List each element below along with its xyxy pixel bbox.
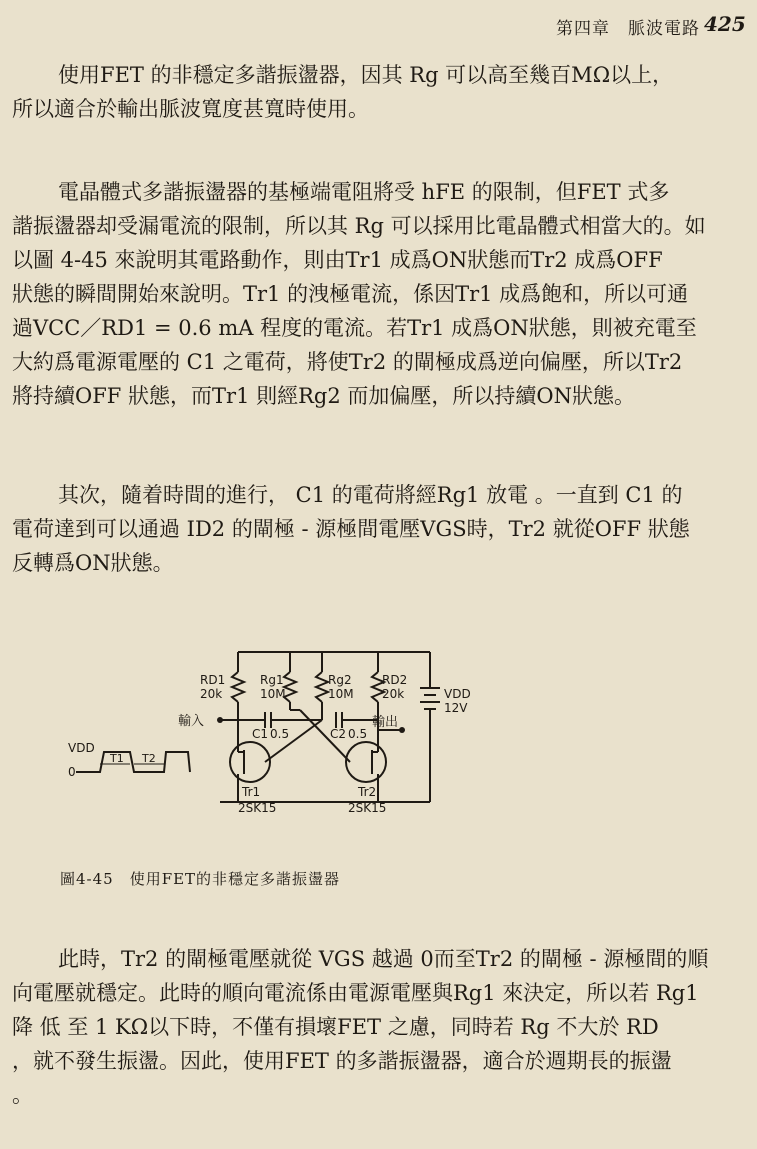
output-terminal [399,727,405,733]
rg2-value: 10M [328,687,354,701]
tr1-part: 2SK15 [238,801,277,815]
text-line: 其次，隨着時間的進行， C1 的電荷將經Rg1 放電 。一直到 C1 的 [58,483,683,507]
text-line: 大約爲電源電壓的 C1 之電荷，將使Tr2 的閘極成爲逆向偏壓，所以Tr2 [12,350,683,374]
text-line: 所以適合於輸出脈波寬度甚寬時使用。 [12,97,369,121]
wave-zero-label: 0 [68,765,76,779]
output-label: 輸出 [372,715,399,730]
text-line: ，就不發生振盪。因此，使用FET 的多諧振盪器，適合於週期長的振盪 [12,1049,672,1073]
input-terminal [217,717,223,723]
text-line: 以圖 4-45 來說明其電路動作，則由Tr1 成爲ON狀態而Tr2 成爲OFF [12,248,663,272]
wave-vdd-label: VDD [68,741,95,755]
text-line: 此時，Tr2 的閘極電壓就從 VGS 越過 0而至Tr2 的閘極 - 源極間的順 [58,947,709,971]
c2-label: C2 [330,727,347,741]
c1-label: C1 [252,727,269,741]
rd1-label: RD1 [200,673,226,687]
text-line: 反轉爲ON狀態。 [12,551,174,575]
chapter-title: 第四章 脈波電路 [556,19,700,39]
rd1-value: 20k [200,687,223,701]
rd2-label: RD2 [382,673,408,687]
text-line: 。 [12,1083,33,1107]
tr1-label: Tr1 [242,785,261,799]
t1-label: T1 [110,752,124,765]
circuit-diagram [60,640,480,840]
c1-value: 0.5 [270,727,290,741]
text-line: 電晶體式多諧振盪器的基極端電阻將受 hFE 的限制，但FET 式多 [58,180,670,204]
rd2-value: 20k [382,687,405,701]
rg1-label: Rg1 [260,673,284,687]
tr2-symbol [346,742,386,782]
rg2-label: Rg2 [328,673,352,687]
tr2-part: 2SK15 [348,801,387,815]
page-number: 425 [704,12,746,36]
text-line: 將持續OFF 狀態，而Tr1 則經Rg2 而加偏壓，所以持續ON狀態。 [12,384,635,408]
c2-value: 0.5 [348,727,368,741]
rg1-value: 10M [260,687,286,701]
text-line: 使用FET 的非穩定多諧振盪器，因其 Rg 可以高至幾百MΩ以上， [58,63,674,87]
paragraph-1 [12,58,752,126]
text-line: 向電壓就穩定。此時的順向電流係由電源電壓與Rg1 來決定，所以若 Rg1 [12,981,699,1005]
tr1-symbol [230,742,270,782]
rd1-resistor [232,672,244,702]
t2-label: T2 [142,752,156,765]
output-waveform [76,752,190,772]
text-line: 過VCC／RD1 = 0.6 mA 程度的電流。若Tr1 成爲ON狀態，則被充電至 [12,316,697,340]
text-line: 電荷達到可以通過 ID2 的閘極 - 源極間電壓VGS時，Tr2 就從OFF 狀態 [12,517,690,541]
page-header [0,12,757,40]
paragraph-3 [12,478,752,580]
circuit-figure [60,640,480,840]
paragraph-4 [12,942,752,1112]
vdd-value: 12V [444,701,468,715]
text-line: 降 低 至 1 KΩ以下時，不僅有損壞FET 之慮，同時若 Rg 不大於 RD [12,1015,659,1039]
text-line: 諧振盪器却受漏電流的限制，所以其 Rg 可以採用比電晶體式相當大的。如 [12,214,706,238]
input-label: 輸入 [178,714,205,729]
figure-caption: 圖4-45 使用FET的非穩定多諧振盪器 [60,870,341,888]
tr2-label: Tr2 [358,785,377,799]
rg1-resistor [284,672,296,702]
vdd-label: VDD [444,687,471,701]
rg2-resistor [316,672,328,702]
paragraph-2 [12,175,752,413]
text-line: 狀態的瞬間開始來說明。Tr1 的洩極電流，係因Tr1 成爲飽和，所以可通 [12,282,689,306]
